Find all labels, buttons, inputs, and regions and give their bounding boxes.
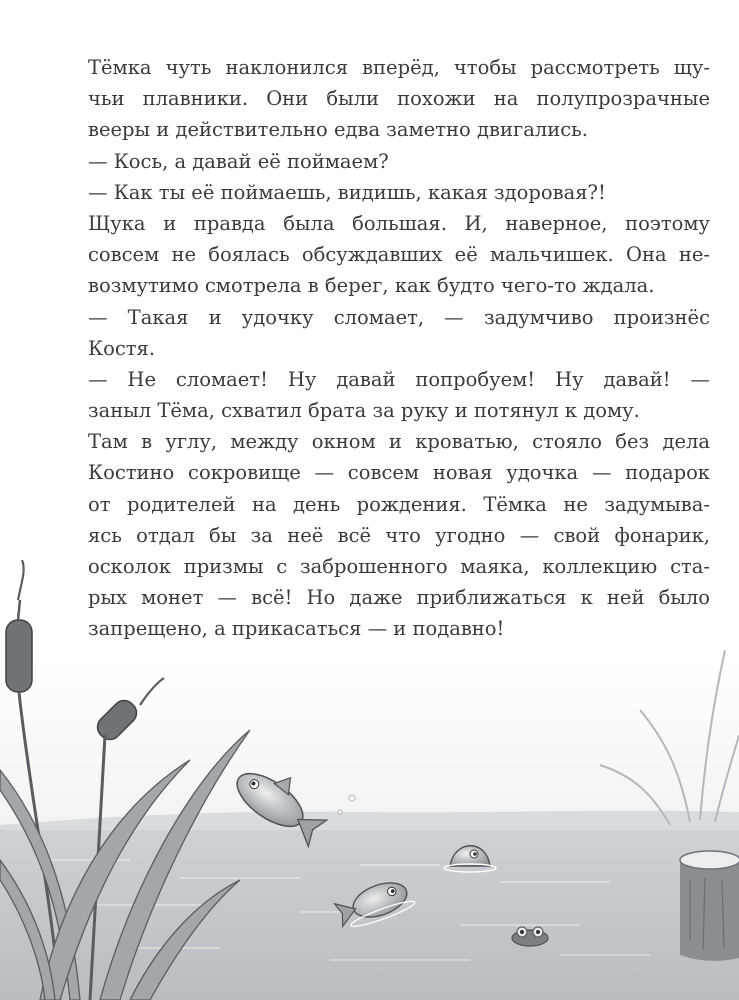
text-line: Костя. [88, 336, 156, 360]
text-line: — Такая и удочку сломает, — задумчиво произнёс [88, 305, 710, 329]
text-line: от родителей на день рождения. Тёмка не задумыва- [88, 492, 710, 516]
text-line: — Кось, а давай её поймаем? [88, 149, 389, 173]
text-line: — Как ты её поймаешь, видишь, какая здоровая?! [88, 180, 606, 204]
text-line: Тёмка чуть наклонился вперёд, чтобы рассмотреть щу- [88, 56, 710, 79]
text-line: Там в углу, между окном и кроватью, стояло без дела [88, 430, 710, 454]
text-line: возмутимо смотрела в берег, как будто чего-то ждала. [88, 274, 655, 298]
text-line: вееры и действительно едва заметно двигались. [88, 118, 588, 142]
text-line: — Не сломает! Ну давай попробуем! Ну давай! — [88, 367, 710, 391]
text-line: ясь отдал бы за неё всё что угодно — свой фонарик, [88, 523, 710, 547]
text-line: заныл Тёма, схватил брата за руку и потянул к дому. [88, 399, 640, 423]
text-line: осколок призмы с заброшенного маяка, коллекцию ста- [88, 555, 710, 578]
frog-icon [512, 927, 548, 946]
text-line: запрещено, а прикасаться — и подавно! [88, 617, 505, 641]
text-line: Костино сокровище — совсем новая удочка — подарок [88, 461, 710, 485]
text-line: рых монет — всё! Но даже приближаться к ней было [88, 586, 710, 610]
stump-icon [680, 851, 739, 961]
text-line: Щука и правда была большая. И, наверное, поэтому [88, 211, 710, 235]
text-line: чьи плавники. Они были похожи на полупрозрачные [88, 87, 710, 111]
text-line: совсем не боялась обсуждавших её мальчишек. Она не- [88, 243, 710, 267]
page-text [88, 52, 710, 645]
